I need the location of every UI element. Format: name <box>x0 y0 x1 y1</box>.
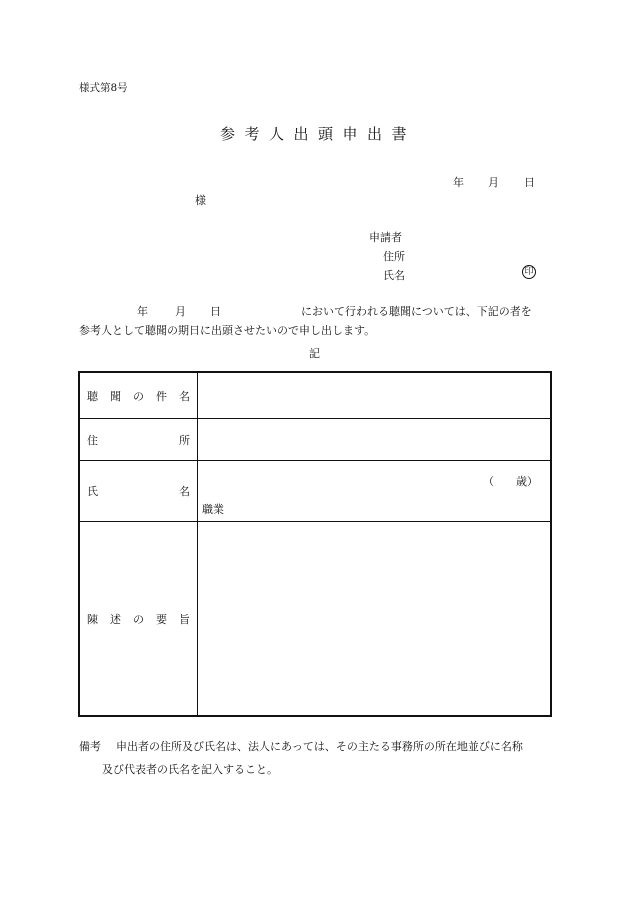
table-row-name <box>80 461 550 522</box>
occupation-label: 職業 <box>202 503 224 516</box>
address-label: 住 所 <box>87 433 190 447</box>
name-label-cell <box>80 461 198 521</box>
name-field[interactable] <box>198 461 550 521</box>
table-row-address <box>80 419 550 461</box>
statement-summary-label: 陳 述 の 要 旨 <box>87 612 190 626</box>
table-row-statement-summary <box>80 522 550 715</box>
statement-summary-field[interactable] <box>198 522 550 715</box>
address-label-cell <box>80 419 198 460</box>
case-name-label: 聴 聞 の 件 名 <box>87 389 190 403</box>
addressee-honorific: 様 <box>195 194 206 207</box>
remarks-label: 備考 <box>79 740 101 753</box>
case-name-field[interactable] <box>198 373 550 418</box>
address-field[interactable] <box>198 419 550 460</box>
remarks-line-1: 申出者の住所及び氏名は、法人にあっては、その主たる事務所の所在地並びに名称 <box>116 740 523 753</box>
name-label: 氏 名 <box>87 485 190 498</box>
age-text: （ 歳） <box>483 475 538 488</box>
body-line-1-text: において行われる聴聞については、下記の者を <box>301 305 532 318</box>
body-day-label: 日 <box>210 305 221 318</box>
date-year-label: 年 <box>453 176 464 189</box>
application-form-table <box>78 371 552 717</box>
remarks-line-2: 及び代表者の氏名を記入すること。 <box>102 763 278 776</box>
ki-heading: 記 <box>309 347 320 360</box>
document-title: 参考人出頭申出書 <box>219 125 416 143</box>
applicant-address-label: 住所 <box>383 250 405 263</box>
case-name-label-cell <box>80 373 198 418</box>
date-month-label: 月 <box>488 176 499 189</box>
table-row-case-name <box>80 373 550 419</box>
date-day-label: 日 <box>524 176 535 189</box>
seal-mark: 印 <box>522 265 536 279</box>
body-line-1 <box>79 306 551 320</box>
applicant-heading: 申請者 <box>369 231 402 244</box>
body-line-2: 参考人として聴聞の期日に出頭させたいので申し出します。 <box>79 324 376 337</box>
body-month-label: 月 <box>175 305 186 318</box>
statement-summary-label-cell <box>80 522 198 715</box>
form-number: 様式第8号 <box>79 82 128 94</box>
body-year-label: 年 <box>137 305 148 318</box>
applicant-name-label: 氏名 <box>383 269 405 282</box>
